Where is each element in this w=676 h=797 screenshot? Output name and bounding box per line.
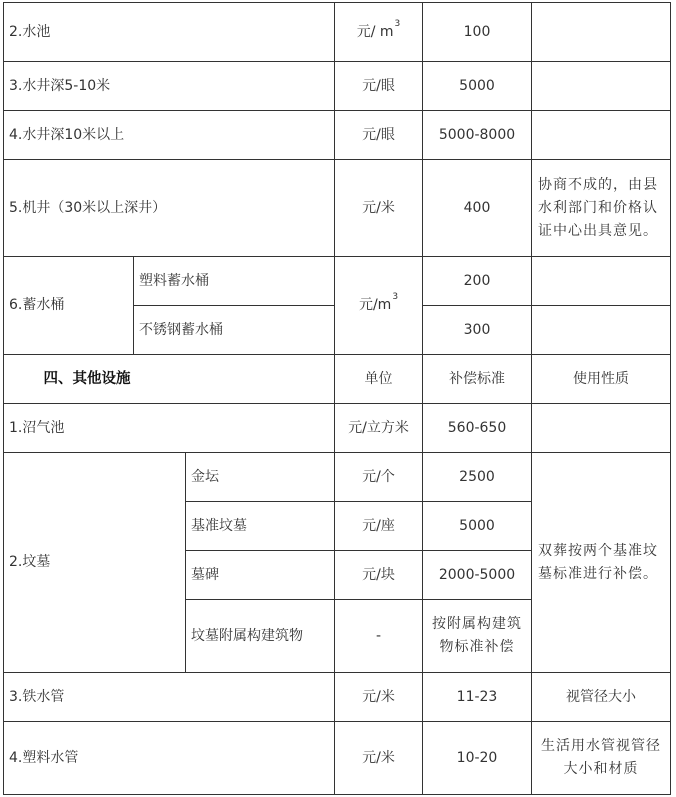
unit-cell: -: [375, 627, 382, 644]
subitem-cell: 基准坟墓: [191, 517, 247, 534]
item-cell: 2.坟墓: [9, 554, 51, 570]
item-cell: 6.蓄水桶: [9, 297, 65, 313]
unit-cell: 元/眼: [362, 126, 395, 143]
item-cell: 3.铁水管: [9, 688, 65, 705]
subitem-cell: 金坛: [191, 468, 219, 485]
standard-cell: 400: [463, 199, 491, 216]
standard-cell: 100: [463, 23, 491, 40]
standard-cell: 按附属构建筑物标准补偿: [432, 616, 522, 655]
subitem-cell: 坟墓附属构建筑物: [191, 627, 303, 644]
item-cell: 5.机井（30米以上深井）: [9, 199, 167, 216]
column-header-usage: 使用性质: [573, 370, 629, 387]
standard-cell: 200: [463, 272, 491, 289]
column-header-unit: 单位: [364, 370, 393, 387]
section-title: 四、其他设施: [43, 370, 131, 387]
unit-cell: 元/立方米: [348, 419, 409, 436]
note-cell: 双葬按两个基准坟墓标准进行补偿。: [538, 542, 658, 582]
subitem-cell: 不锈钢蓄水桶: [139, 321, 223, 338]
column-header-standard: 补偿标准: [449, 370, 505, 387]
unit-superscript: 3: [394, 18, 401, 29]
unit-superscript: 3: [392, 292, 399, 302]
standard-cell: 2000-5000: [438, 566, 516, 583]
item-cell: 1.沼气池: [9, 419, 65, 436]
row-border: [3, 794, 671, 795]
unit-cell: 元/米: [362, 749, 395, 766]
standard-cell: 5000: [459, 77, 495, 94]
unit-base: 元/m: [358, 297, 392, 313]
standard-cell: 10-20: [456, 749, 498, 766]
unit-base: 元/ m: [356, 23, 394, 40]
col-border: [670, 2, 671, 795]
unit-cell: 元/米: [362, 688, 395, 705]
subitem-cell: 塑料蓄水桶: [139, 272, 209, 289]
unit-cell: [335, 257, 422, 354]
unit-cell: 元/块: [362, 566, 395, 583]
unit-cell: 元/个: [362, 468, 395, 485]
note-cell: 协商不成的，由县水利部门和价格认证中心出具意见。: [538, 176, 658, 239]
unit-cell: [335, 3, 422, 61]
standard-cell: 2500: [459, 468, 495, 485]
standard-cell: 5000-8000: [438, 126, 516, 143]
unit-cell: 元/眼: [362, 77, 395, 94]
subitem-cell: 墓碑: [191, 566, 219, 583]
item-cell: 4.塑料水管: [9, 749, 79, 766]
standard-cell: 5000: [459, 517, 495, 534]
standard-cell: 300: [463, 321, 491, 338]
note-cell: 视管径大小: [566, 688, 636, 705]
standard-cell: 11-23: [456, 688, 498, 705]
note-cell: 生活用水管视管径大小和材质: [541, 738, 661, 777]
standard-cell: 560-650: [447, 419, 507, 436]
unit-cell: 元/座: [362, 517, 395, 534]
item-cell: 4.水井深10米以上: [9, 126, 125, 143]
item-cell: 3.水井深5-10米: [9, 77, 111, 94]
unit-cell: 元/米: [362, 199, 395, 216]
item-cell: 2.水池: [9, 23, 51, 40]
